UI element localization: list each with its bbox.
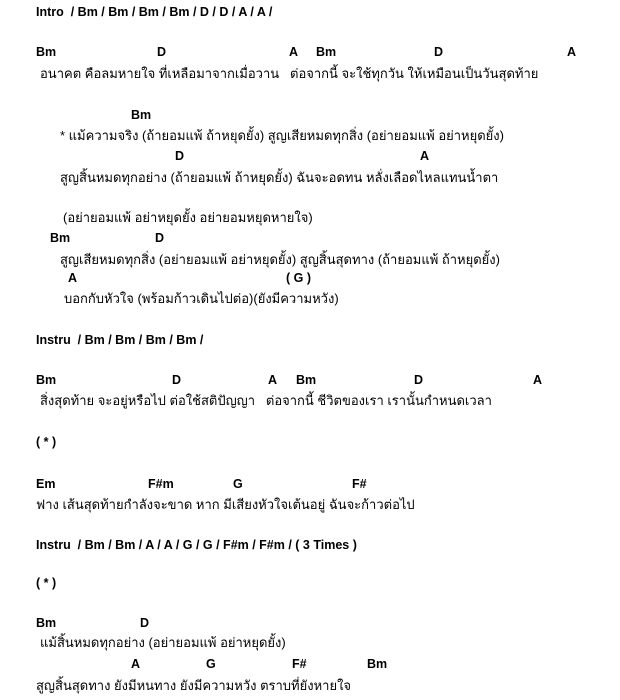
chord: F# xyxy=(352,477,367,491)
repeat-marker: ( * ) xyxy=(36,576,57,590)
chord: D xyxy=(172,373,182,387)
lyric-line: * แม้ความจริง (ถ้ายอมแพ้ ถ้าหยุดยั้ง) สูญเสียหมดทุกสิ่ง (อย่ายอมแพ้ อย่าหยุดยั้ง) xyxy=(60,128,504,143)
chord: Bm xyxy=(36,616,57,630)
chord: D xyxy=(175,149,185,163)
chord: A xyxy=(289,45,299,59)
lyric-line: สูญสิ้นหมดทุกอย่าง (ถ้ายอมแพ้ ถ้าหยุดยั้ง) ฉันจะอดทน หลั่งเลือดไหลแทนน้ำตา xyxy=(60,170,499,185)
lyric-line: สูญสิ้นสุดทาง ยังมีหนทาง ยังมีความหวัง ตราบที่ยังหายใจ xyxy=(36,678,352,693)
chord: A xyxy=(68,271,78,285)
chord: Bm xyxy=(316,45,337,59)
chord: D xyxy=(434,45,444,59)
lyric-line: แม้สิ้นหมดทุกอย่าง (อย่ายอมแพ้ อย่าหยุดยั้ง) xyxy=(40,635,286,650)
instru-line: Instru / Bm / Bm / Bm / Bm / xyxy=(36,333,204,347)
chord: G xyxy=(206,657,216,671)
chord: A xyxy=(567,45,577,59)
repeat-marker: ( * ) xyxy=(36,435,57,449)
chord: Em xyxy=(36,477,56,491)
chord: A xyxy=(420,149,430,163)
chord: ( G ) xyxy=(286,271,311,285)
chord: D xyxy=(140,616,150,630)
chord: A xyxy=(131,657,141,671)
chord: Bm xyxy=(367,657,388,671)
lyric-line: (อย่ายอมแพ้ อย่าหยุดยั้ง อย่ายอมหยุดหายใจ) xyxy=(63,210,313,225)
chord: Bm xyxy=(296,373,317,387)
chord: A xyxy=(268,373,278,387)
lyric-line: บอกกับหัวใจ (พร้อมก้าวเดินไปต่อ)(ยังมีความหวัง) xyxy=(64,291,339,306)
lyric-line: สิ่งสุดท้าย จะอยู่หรือไป ต่อใช้สติปัญญา ต่อจากนี้ ชีวิตของเรา เรานั้นกำหนดเวลา xyxy=(40,393,492,408)
lyric-line: ฟาง เส้นสุดท้ายกำลังจะขาด หาก มีเสียงหัวใจเต้นอยู่ ฉันจะก้าวต่อไป xyxy=(36,497,415,512)
chord: D xyxy=(414,373,424,387)
chord: F#m xyxy=(148,477,174,491)
chord: Bm xyxy=(131,108,152,122)
chord: Bm xyxy=(36,373,57,387)
instru-line: Instru / Bm / Bm / A / A / G / G / F#m / F#m / ( 3 Times ) xyxy=(36,538,357,552)
chord: A xyxy=(533,373,543,387)
chord: D xyxy=(157,45,167,59)
lyric-line: สูญเสียหมดทุกสิ่ง (อย่ายอมแพ้ อย่าหยุดยั้ง) สูญสิ้นสุดทาง (ถ้ายอมแพ้ ถ้าหยุดยั้ง) xyxy=(60,252,500,267)
lyric-line: อนาคต คือลมหายใจ ที่เหลือมาจากเมื่อวาน ต่อจากนี้ จะใช้ทุกวัน ให้เหมือนเป็นวันสุดท้าย xyxy=(40,66,539,81)
chord: Bm xyxy=(50,231,71,245)
intro-line: Intro / Bm / Bm / Bm / Bm / D / D / A / A / xyxy=(36,5,273,19)
chord: D xyxy=(155,231,165,245)
chord: G xyxy=(233,477,243,491)
chord: F# xyxy=(292,657,307,671)
chord: Bm xyxy=(36,45,57,59)
